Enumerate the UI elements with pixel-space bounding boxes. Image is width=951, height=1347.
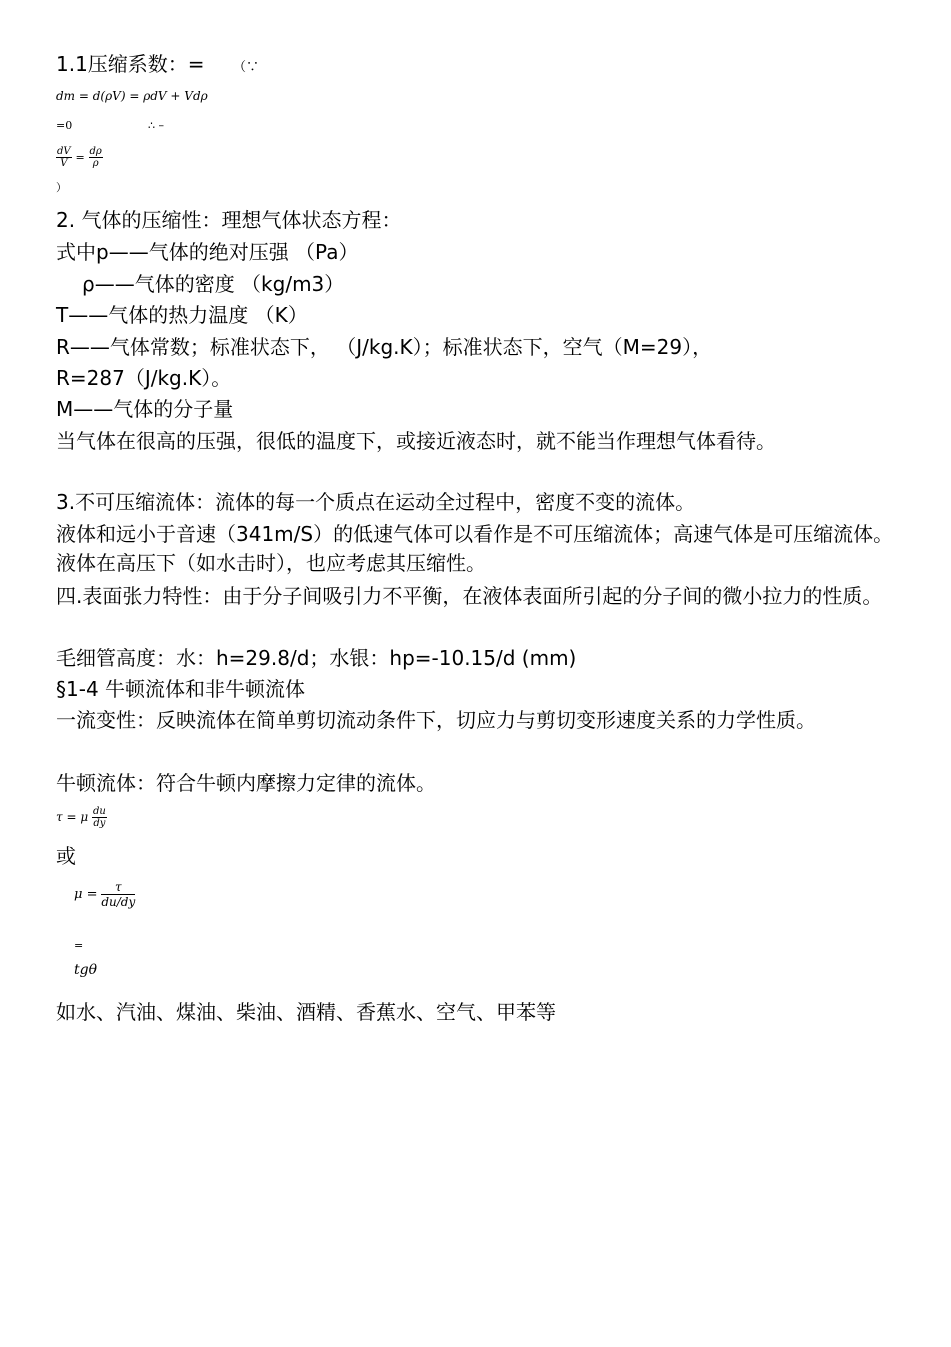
closing-paren: ） [56,181,67,194]
pressure-definition: 式中p——气体的绝对压强 （Pa） [56,240,359,264]
therefore-symbol: ∴ – [148,119,164,132]
compressibility-heading [56,52,259,80]
because-symbol: （∵ [232,60,259,75]
volume-density-ratio-formula: $\frac{dV}{V}$ = $\frac{d\rho}{\rho}$ [57,146,102,169]
capillary-height: 毛细管高度：水：h=29.8/d；水银：hp=-10.15/d (mm) [56,646,577,670]
drho-over-rho-fraction: $\frac{d\rho}{\rho}$ [89,146,102,169]
section-heading-newtonian: §1-4 牛顿流体和非牛顿流体 [56,677,306,701]
gas-compressibility-heading: 2. 气体的压缩性：理想气体状态方程： [56,208,402,232]
compressibility-title: 1.1压缩系数：= [56,52,205,76]
newtonian-fluid-definition: 牛顿流体：符合牛顿内摩擦力定律的流体。 [56,771,436,795]
incompressible-fluid-examples: 液体和远小于音速（341m/S）的低速气体可以看作是不可压缩流体；高速气体是可压缩流体。液体在高压下（如水击时），也应考虑其压缩性。 [56,522,894,575]
or-text: 或 [56,844,76,868]
newtonian-fluid-examples: 如水、汽油、煤油、柴油、酒精、香蕉水、空气、甲苯等 [56,1000,556,1024]
incompressible-fluid-definition: 3.不可压缩流体：流体的每一个质点在运动全过程中，密度不变的流体。 [56,490,696,514]
dv-over-v-fraction: $\frac{dV}{V}$ [57,146,71,169]
surface-tension-definition: 四.表面张力特性：由于分子间吸引力不平衡，在液体表面所引起的分子间的微小拉力的性质。 [56,584,883,608]
du-over-dy-fraction: $\frac{du}{dy}$ [92,806,106,829]
molecular-weight-definition: M——气体的分子量 [56,397,234,421]
density-definition: ρ——气体的密度 （kg/m3） [82,272,345,296]
gas-constant-definition: R——气体常数；标准状态下， （J/kg.K）；标准状态下，空气（M=29）， [56,335,713,359]
tau-over-velocity-gradient: $\frac{\tau}{du/dy}$ [101,880,136,909]
temperature-definition: T——气体的热力温度 （K） [56,303,308,327]
ideal-gas-limitation: 当气体在很高的压强，很低的温度下，或接近液态时，就不能当作理想气体看待。 [56,429,776,453]
newton-viscosity-law: τ = μ $\frac{du}{dy}$ [56,806,106,829]
tangent-theta: tgθ [74,962,98,978]
gas-constant-value: R=287（J/kg.K）。 [56,366,232,390]
mass-differential-formula: dm = d(ρV) = ρdV + Vdρ [56,89,208,103]
equals-zero: =0 [56,119,73,132]
viscosity-formula: μ = $\frac{\tau}{du/dy}$ [74,880,136,909]
equals-sign: = [74,939,84,952]
rheology-definition: 一流变性：反映流体在简单剪切流动条件下，切应力与剪切变形速度关系的力学性质。 [56,708,816,732]
